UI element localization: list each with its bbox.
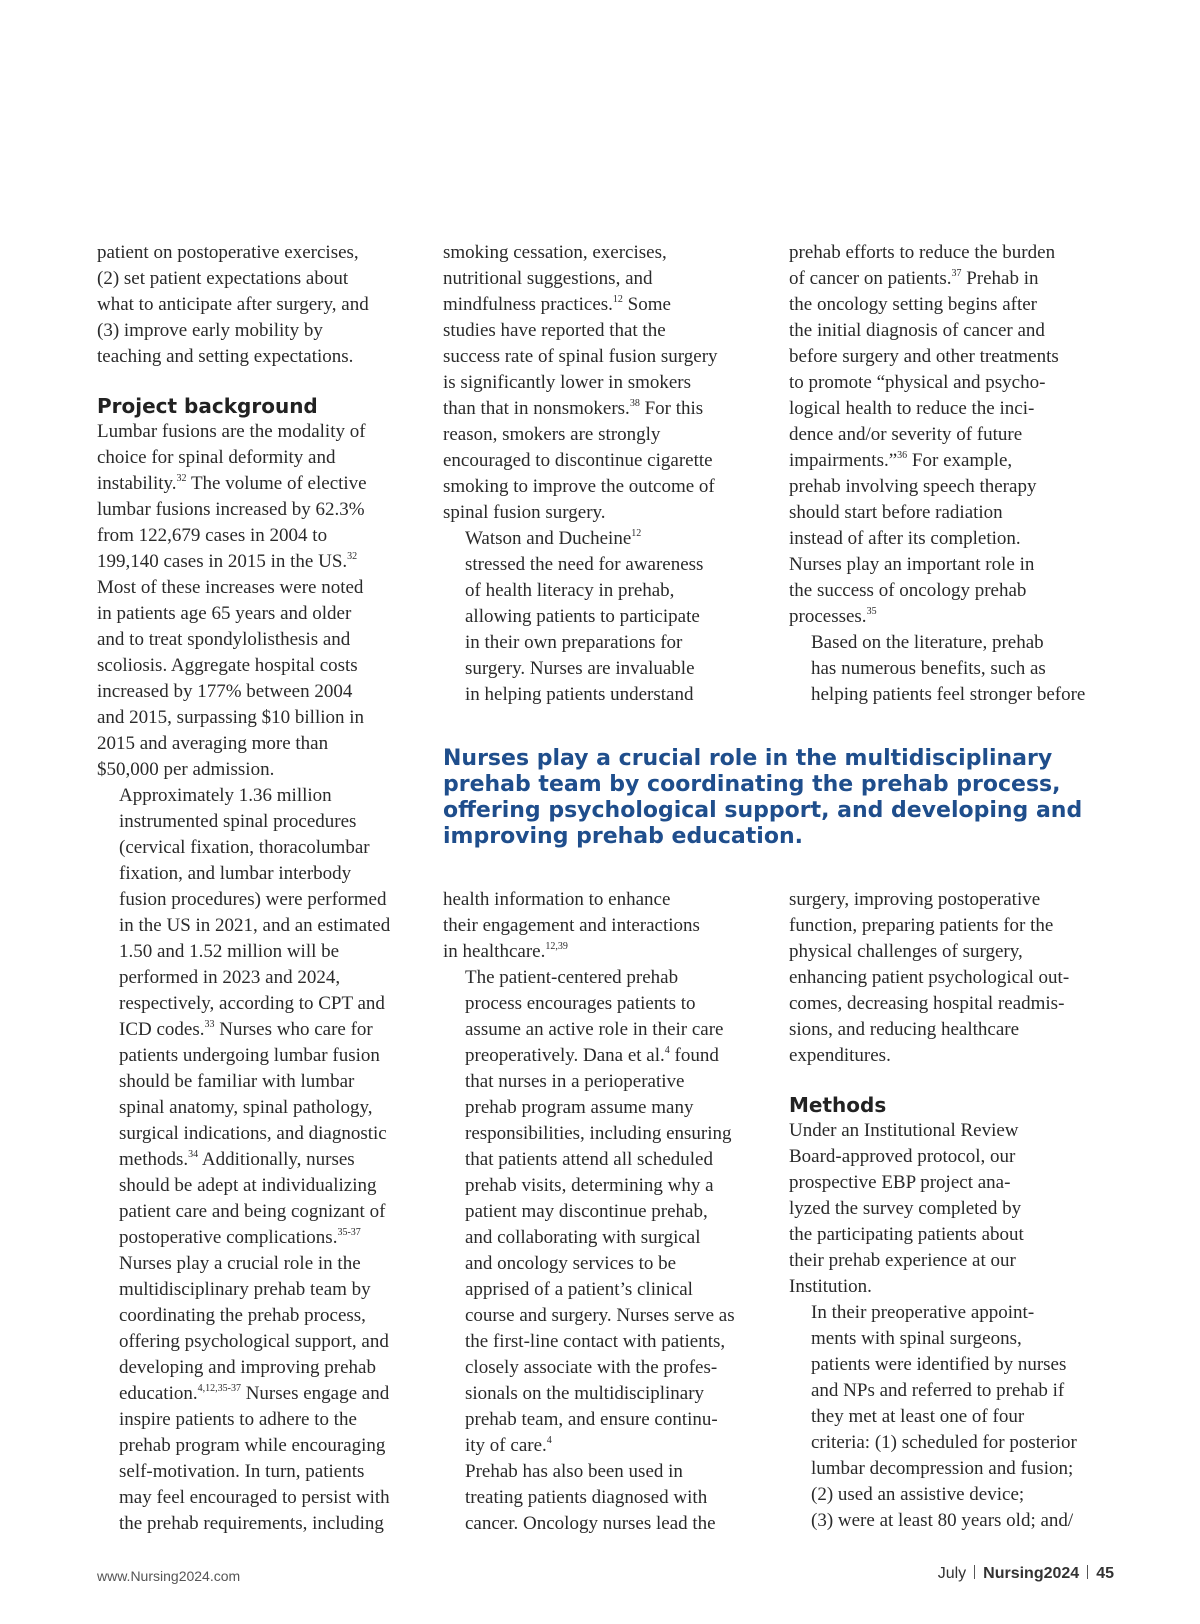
- citation: 4: [664, 1045, 670, 1056]
- citation: 35: [866, 606, 877, 617]
- citation: 38: [629, 398, 640, 409]
- pull-quote: Nurses play a crucial role in the multidisciplinary prehab team by coordinating the prehab process, offering psychological support, and developing and improving prehab education.: [443, 746, 1083, 849]
- citation: 32: [347, 551, 358, 562]
- column-2-lower: [443, 887, 761, 1537]
- paragraph: Under an Institutional Review Board-approved protocol, our prospective EBP project ana- lyzed the survey completed by the participating patients about their prehab experience at our Institution.: [789, 1120, 1024, 1297]
- paragraph: Based on the literature, prehab has numerous benefits, such as helping patients feel stronger before: [811, 632, 1086, 705]
- paragraph: patient on postoperative exercises, (2) set patient expectations about what to anticipate after surgery, and (3) improve early mobility by teaching and setting expectations.: [97, 242, 369, 367]
- citation: 35-37: [337, 1227, 361, 1238]
- paragraph: prehab efforts to reduce the burden of cancer on patients.$^{37}$ Prehab in the oncology setting begins after the initial diagnosis of cancer and before surgery and other treatments to promote “physical and psycho- logical health to reduce the inci- dence and/or severity of future impairments.”$^{36}$ For example, prehab involving speech therapy should start before radiation instead of after its completion. Nurses play an important role in the success of oncology prehab processes.$^{35}$: [789, 242, 1059, 627]
- section-heading-methods: Methods: [789, 1093, 887, 1117]
- citation: 4,12,35-37: [197, 1383, 241, 1394]
- citation: 12: [631, 528, 642, 539]
- footer-folio: [938, 1565, 1114, 1583]
- paragraph: In their preoperative appoint- ments with spinal surgeons, patients were identified by nurses and NPs and referred to prehab if they met at least one of four criteria: (1) scheduled for posterior lumbar decompression and fusion; (2) used an assistive device; (3) were at least 80 years old; and/: [811, 1302, 1077, 1531]
- page-number: 45: [1096, 1565, 1114, 1582]
- citation: 36: [897, 450, 908, 461]
- citation: 32: [176, 473, 187, 484]
- column-3-upper: [789, 240, 1119, 708]
- paragraph: surgery, improving postoperative function, preparing patients for the physical challenges of surgery, enhancing patient psychological out- comes, decreasing hospital readmis- sions, and reducing healthcare expenditures.: [789, 889, 1070, 1066]
- citation: 33: [204, 1019, 215, 1030]
- citation: 34: [188, 1149, 199, 1160]
- footer-website: www.Nursing2024.com: [97, 1568, 241, 1584]
- footer-month: July: [937, 1565, 967, 1582]
- column-2-upper: [443, 240, 761, 708]
- citation: 4: [546, 1435, 552, 1446]
- divider: [974, 1565, 975, 1579]
- paragraph: Prehab has also been used in treating patients diagnosed with cancer. Oncology nurses lead the: [465, 1461, 716, 1534]
- paragraph: Lumbar fusions are the modality of choice for spinal deformity and instability.$^{32}$ The volume of elective lumbar fusions increased by 62.3% from 122,679 cases in 2004 to 199,140 cases in 2015 in the US.$^{32}$ Most of these increases were noted in patients age 65 years and older and to treat spondylolisthesis and scoliosis. Aggregate hospital costs increased by 177% between 2004 and 2015, surpassing $10 billion in 2015 and averaging more than $50,000 per admission.: [97, 421, 367, 780]
- column-3-lower: [789, 887, 1119, 1534]
- citation: 12,39: [545, 941, 568, 952]
- citation: 12: [612, 294, 623, 305]
- paragraph: Approximately 1.36 million instrumented spinal procedures (cervical fixation, thoracolumbar fixation, and lumbar interbody fusion procedures) were performed in the US in 2021, and an estimated 1.50 and 1.52 million will be performed in 2023 and 2024, respectively, according to CPT and ICD codes.$^{33}$ Nurses who care for patients undergoing lumbar fusion should be familiar with lumbar spinal anatomy, spinal pathology, surgical indications, and diagnostic methods.$^{34}$ Additionally, nurses should be adept at individualizing patient care and being cognizant of postoperative complications.$^{35-37}$: [119, 785, 391, 1248]
- divider: [1087, 1565, 1088, 1579]
- citation: 37: [951, 268, 962, 279]
- paragraph: smoking cessation, exercises, nutritional suggestions, and mindfulness practices.$^{12}$ Some studies have reported that the success rate of spinal fusion surgery is significantly lower in smokers than that in nonsmokers.$^{38}$ For this reason, smokers are strongly encouraged to discontinue cigarette smoking to improve the outcome of spinal fusion surgery.: [443, 242, 718, 523]
- journal-name: Nursing2024: [983, 1565, 1080, 1582]
- column-1: [97, 240, 415, 1537]
- paragraph: Nurses play a crucial role in the multidisciplinary prehab team by coordinating the prehab process, offering psychological support, and developing and improving prehab education.$^{4,12,35-37}$ Nurses engage and inspire patients to adhere to the prehab program while encouraging self-motivation. In turn, patients may feel encouraged to persist with the prehab requirements, including: [119, 1253, 390, 1534]
- paragraph: The patient-centered prehab process encourages patients to assume an active role in their care preoperatively. Dana et al.$^4$ found that nurses in a perioperative prehab program assume many responsibilities, including ensuring that patients attend all scheduled prehab visits, determining why a patient may discontinue prehab, and collaborating with surgical and oncology services to be apprised of a patient’s clinical course and surgery. Nurses serve as the first-line contact with patients, closely associate with the profes- sionals on the multidisciplinary prehab team, and ensure continu- ity of care.$^4$: [465, 967, 735, 1456]
- section-heading-project-background: Project background: [97, 394, 318, 418]
- paragraph: Watson and Ducheine$^{12}$ stressed the need for awareness of health literacy in prehab, allowing patients to participate in their own preparations for surgery. Nurses are invaluable in helping patients understand: [465, 528, 704, 705]
- paragraph: health information to enhance their engagement and interactions in healthcare.$^{12,39}$: [443, 889, 700, 962]
